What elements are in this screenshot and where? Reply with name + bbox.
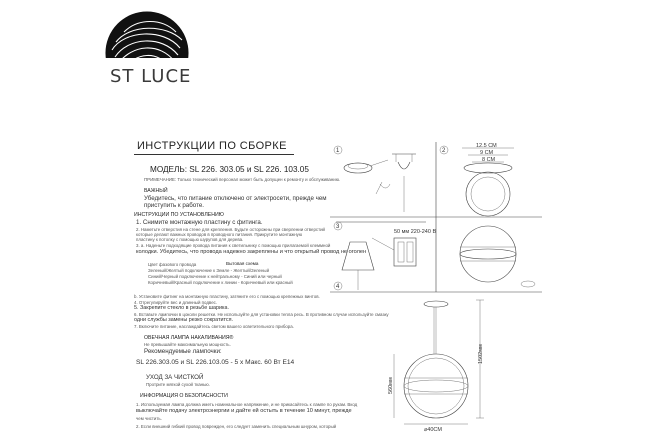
panel-3-wiring [336,222,436,290]
wiring-row: Синий/Черный подключение к нейтральному - Синий или черный [148,274,282,279]
install-line: 3. а. Наденьте подходящие провода питания к светильнику с помощью прилагаемой клеммной [136,243,331,248]
step-line: 5. Закрепите стекло в резьбе шарика. [134,305,230,311]
care-heading: УХОД ЗА ЧИСТКОЙ [146,374,204,381]
install-line: пластину к потолку с помощью шурупов для дерева. [136,237,244,242]
step-1-label: 1 [336,148,340,154]
assembly-diagrams [330,142,542,432]
panel-4-ball [460,226,535,287]
safety-heading: ИНФОРМАЦИЯ О БЕЗОПАСНОСТИ [140,393,228,399]
important-heading: ВАЖНЫЙ [144,188,168,194]
safety-line: чем чистить. [136,416,162,421]
page-title: ИНСТРУКЦИИ ПО СБОРКЕ [137,140,287,152]
note-text: ПРИМЕЧАНИЕ: Только технический персонал может быть допущен к ремонту и обслуживанию. [144,177,341,182]
model-line: МОДЕЛЬ: SL 226. 303.05 и SL 226. 103.05 [150,165,309,174]
step-2-label: 2 [442,148,446,154]
wire-label: 50 мм 220-240 В [394,229,437,235]
panel-1-canopy [344,154,416,212]
install-line: колодки. Убедитесь, что провода надежно закреплены и что открытый провод не оголен [136,249,367,255]
dim-diameter: ⌀40СМ [424,427,442,432]
safety-line: выключайте подачу электроэнергии и дайте ей остыть в течение 10 минут, прежде [136,408,352,414]
brand-name: ST LUCE [110,66,192,87]
panel-2-dimensions [462,143,514,216]
bulb-spec: SL 226.303.05 и SL 226.103.05 - 5 х Макс. 60 Вт Е14 [136,359,295,366]
install-line: которые делают важных проводов в проводного питания. Прикрутите монтажную [136,232,303,237]
dim-top-3: 8 СМ [482,157,496,163]
step-4-label: 4 [336,284,340,290]
wiring-col-left: Цвет фазового провода [148,262,197,267]
bulb-line: Рекомендуемые лампочки: [144,348,222,355]
wiring-row: Зеленый/Желтый подключение к Земле - Желтый/Зеленый [148,268,270,273]
dim-height: 1502мм [478,344,484,364]
care-line: Протрите мягкой сухой тканью. [146,382,210,387]
install-line: 2. Наметьте отверстия на стене для крепления. Будьте осторожны при сверлении отверстий [136,227,326,232]
step-line: 4. Отрегулируйте вес и длинный подвес. [134,300,218,305]
wiring-row: Коричневый/Красный подключение к линии - Коричневый или красный [148,280,293,285]
pendant-diagram [388,300,484,432]
bulb-line: Не превышайте максимальную мощность. [144,342,231,347]
safety-line: 2. Если внешний гибкий провод поврежден, его следует заменить специальным шнуром, который [136,424,337,429]
wiring-col-right: Вытовая схема [226,261,259,266]
install-heading: ИНСТРУКЦИИ ПО УСТАНОВЛЕНИЮ [134,212,224,218]
install-line: 1. Снимите монтажную пластину с фитинга. [136,219,263,226]
step-line: одни службы замены резко сократится. [134,317,234,323]
step-line: 7. Включите питание, наслаждайтесь светом вашего осветительного прибора. [134,324,294,329]
bulb-heading: ОВЕЧНАЯ ЛАМПА НАКАЛИВАНИЯ® [144,335,234,341]
dim-top-2: 9 СМ [480,150,494,156]
dim-top-1: 12.5 СМ [476,143,497,149]
step-line: 6. Вставьте лампочки в цоколи решетки. Не используйте для установки тепла ресь. В противном случае используйте смазку [134,312,389,317]
step-line: b. Установите фитинг на монтажную пластину, затяните его с помощью крепежных винтов. [134,294,320,299]
important-line: приступить к работе. [144,202,205,209]
important-line: Убедитесь, что питание отключено от электросети, прежде чем [144,195,327,202]
dim-ball-height: 560мм [388,377,394,394]
step-3-label: 3 [336,224,340,230]
title-underline [134,154,294,155]
safety-line: 1. Используемая лампа должна иметь номинальное напряжение, и не прикасайтесь к лампе по рукам. Вкод [136,402,358,407]
